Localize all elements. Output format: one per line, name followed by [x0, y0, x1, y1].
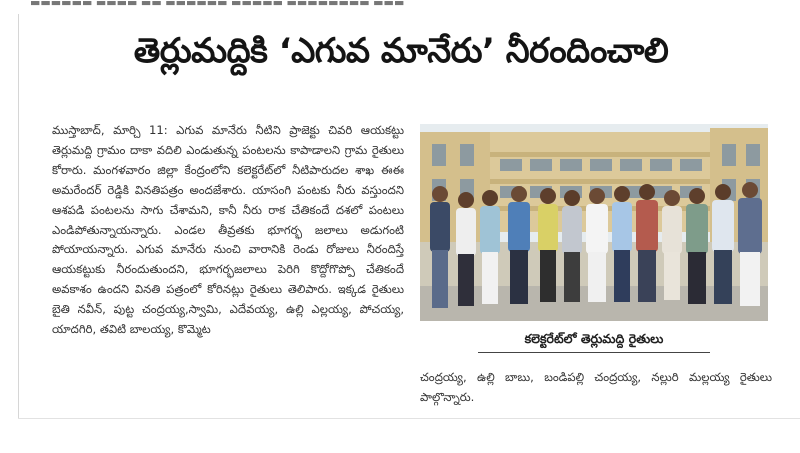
- article-headline: తెర్లుమద్దికి ‘ఎగువ మానేరు’ నీరందించాలి: [133, 31, 669, 71]
- previous-article-fragment: ▬▬▬▬▬▬ ▬▬▬▬ ▬▬ ▬▬▬▬▬▬ ▬▬▬▬▬ ▬▬▬▬▬▬▬▬ ▬▬▬: [30, 0, 405, 9]
- article-continuation-column: [420, 368, 772, 408]
- article-body-text: ముస్తాబాద్, మార్చి 11: ఎగువ మానేరు నీటిని ప్రాజెక్టు చివరి ఆయకట్టు తెర్లుమద్ది గ్రామం దాకా వదిలి ఎండుతున్న పంటలను కాపాడాలని గ్రామ రైతులు కోరారు. మంగళవారం జిల్లా కేంద్రంలోని కలెక్టరేట్‌లో నీటిపారుదల శాఖ ఈఈ అమరేందర్ రెడ్డికి వినతిపత్రం అందజేశారు. యాసంగి పంటకు నీరు వస్తుందని ఆశపడి పంటలను సాగు చేశామని, కానీ నీరు రాక చేతికందే దశలో పంటలు ఎండిపోతున్నాయన్నారు. ఎండల తీవ్రతకు భూగర్భ జలాలు అడుగంటి పోయాయన్నారు. ఎగువ మానేరు నుంచి వారానికి రెండు రోజులు నీరందిస్తే ఆయకట్టుకు నీరందుతుందని, భూగర్భజలాలు పెరిగి కొద్దోగొప్పో చేతికందే అవకాశం ఉందని వినతి పత్రంలో కోరినట్లు రైతులు తెలిపారు. ఇక్కడ రైతులు బైతి నవీన్, పుట్ట చంద్రయ్య,స్వామి, ఎదేవయ్య, ఉల్లి ఎల్లయ్య, పోచయ్య, యాదగిరి, తవిటి బాలయ్య, కొమ్మెట: [52, 123, 404, 337]
- photo-caption: కలెక్టరేట్‌లో తెర్లుమద్ది రైతులు: [478, 328, 710, 353]
- article-continuation-text: చంద్రయ్య, ఉల్లి బాబు, బండిపల్లి చంద్రయ్య, నల్లురి మల్లయ్య రైతులు పాల్గొన్నారు.: [420, 370, 772, 404]
- article-body-column: [52, 121, 404, 340]
- bottom-rule: [18, 418, 800, 419]
- article-photo: [420, 124, 768, 321]
- column-rule: [18, 14, 19, 418]
